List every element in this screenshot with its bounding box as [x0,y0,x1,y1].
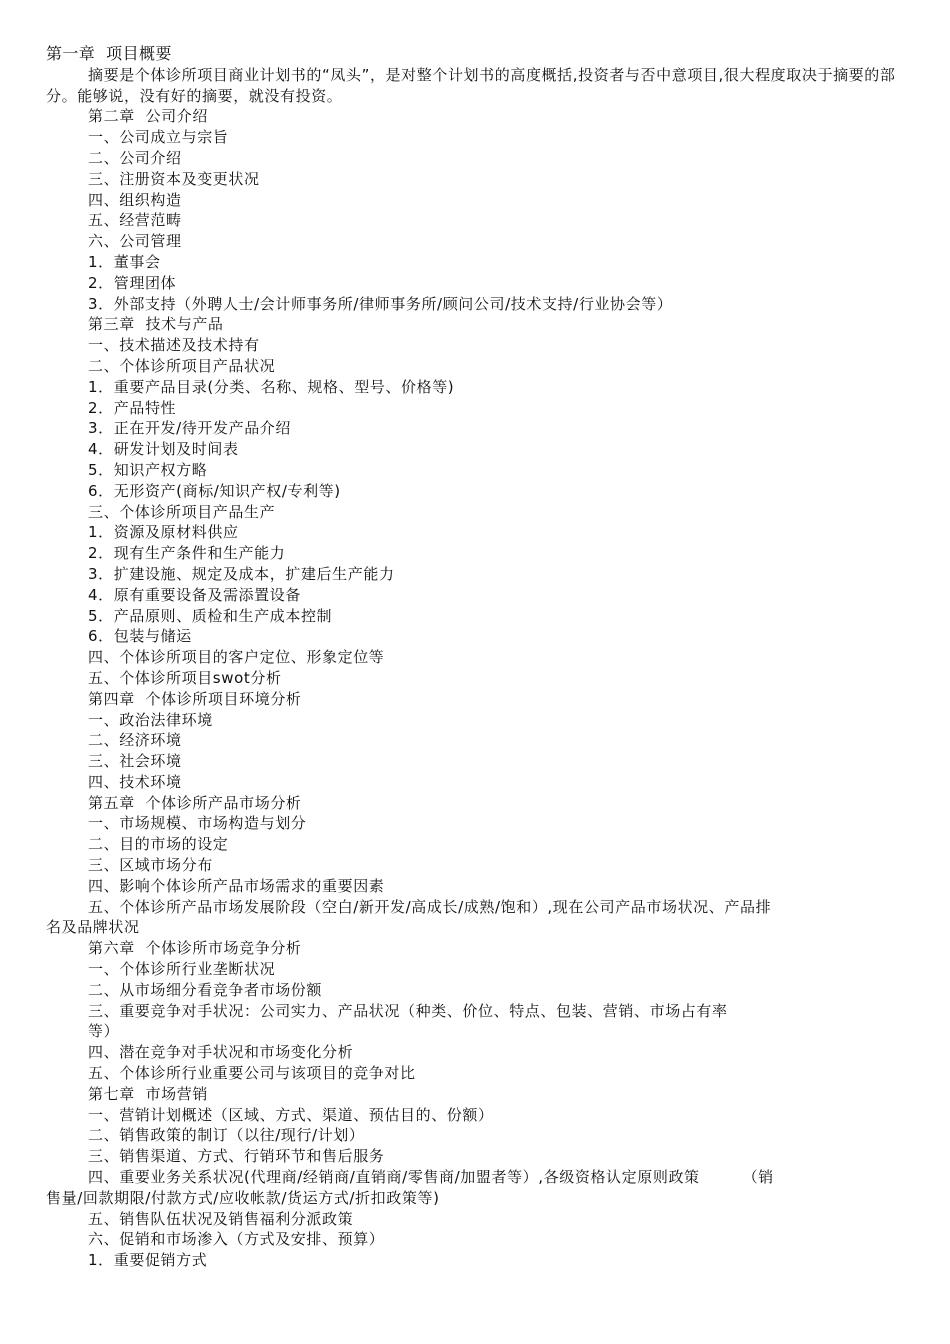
outline-line: 第二章 公司介绍 [88,107,208,126]
outline-line: 一、市场规模、市场构造与划分 [88,814,307,833]
outline-line: 2．产品特性 [88,398,177,417]
outline-line: 三、区域市场分布 [88,856,213,875]
outline-line: 四、潜在竞争对手状况和市场变化分析 [88,1043,354,1062]
competitor-line: 三、重要竞争对手状况：公司实力、产品状况（种类、价位、特点、包装、营销、市场占有率 [88,1001,728,1020]
outline-line: 五、经营范畴 [88,211,182,230]
outline-line: 3．扩建设施、规定及成本，扩建后生产能力 [88,564,395,583]
outline-line: 三、个体诊所项目产品生产 [88,502,276,521]
outline-line: 四、个体诊所项目的客户定位、形象定位等 [88,648,385,667]
outline-list-3 [46,1042,910,1167]
chapter-1-title: 第一章 项目概要 [46,44,172,63]
outline-line: 6．包装与储运 [88,627,192,646]
outline-line: 二、从市场细分看竞争者市场份额 [88,980,323,999]
outline-line: 6．无形资产(商标/知识产权/专利等) [88,481,341,500]
business-relation-line: 四、重要业务关系状况(代理商/经销商/直销商/零售商/加盟者等）,各级资格认定原则政策 （销 [88,1168,774,1187]
outline-list-1 [46,106,910,896]
outline-line: 六、促销和市场渗入（方式及安排、预算） [88,1230,385,1249]
outline-line: 一、营销计划概述（区域、方式、渠道、预估目的、份额） [88,1105,494,1124]
outline-line: 4．研发计划及时间表 [88,440,239,459]
outline-list-4 [46,1209,910,1271]
outline-line: 五、个体诊所行业重要公司与该项目的竞争对比 [88,1064,416,1083]
outline-line: 1．资源及原材料供应 [88,523,239,542]
outline-line: 三、社会环境 [88,752,182,771]
outline-line: 五、销售队伍状况及销售福利分派政策 [88,1209,354,1228]
outline-line: 五、个体诊所项目swot分析 [88,668,282,687]
outline-line: 二、公司介绍 [88,148,182,167]
outline-line: 第四章 个体诊所项目环境分析 [88,689,302,708]
outline-line: 四、影响个体诊所产品市场需求的重要因素 [88,876,385,895]
outline-line: 二、销售政策的制订（以往/现行/计划） [88,1126,365,1145]
outline-line: 三、注册资本及变更状况 [88,169,260,188]
outline-line: 5．产品原则、质检和生产成本控制 [88,606,333,625]
outline-line: 第七章 市场营销 [88,1084,208,1103]
outline-line: 第六章 个体诊所市场竞争分析 [88,939,302,958]
outline-line: 一、政治法律环境 [88,710,213,729]
outline-line: 二、经济环境 [88,731,182,750]
outline-line: 三、销售渠道、方式、行销环节和售后服务 [88,1147,385,1166]
outline-line: 第三章 技术与产品 [88,315,224,334]
outline-line: 四、技术环境 [88,772,182,791]
outline-line: 2．现有生产条件和生产能力 [88,544,286,563]
outline-line: 二、个体诊所项目产品状况 [88,356,276,375]
market-stage-line-continued: 名及品牌状况 [46,918,140,937]
summary-paragraph: 摘要是个体诊所项目商业计划书的“凤头”，是对整个计划书的高度概括,投资者与否中意项目,很大程度取决于摘要的部分。能够说，没有好的摘要，就没有投资。 [46,65,896,105]
outline-line: 第五章 个体诊所产品市场分析 [88,793,302,812]
outline-line: 1．重要促销方式 [88,1251,208,1270]
business-relation-line-continued: 售量/回款期限/付款方式/应收帐款/货运方式/折扣政策等) [46,1188,440,1207]
outline-line: 1．重要产品目录(分类、名称、规格、型号、价格等) [88,377,455,396]
market-stage-line: 五、个体诊所产品市场发展阶段（空白/新开发/高成长/成熟/饱和）,现在公司产品市场状况、产品排 [88,897,772,916]
competitor-line-continued: 等） [88,1022,120,1041]
outline-line: 3．外部支持（外聘人士/会计师事务所/律师事务所/顾问公司/技术支持/行业协会等） [88,294,673,313]
outline-line: 5．知识产权方略 [88,460,208,479]
outline-line: 3．正在开发/待开发产品介绍 [88,419,291,438]
outline-line: 一、公司成立与宗旨 [88,128,229,147]
outline-line: 2．管理团体 [88,273,177,292]
outline-line: 一、技术描述及技术持有 [88,336,260,355]
outline-line: 一、个体诊所行业垄断状况 [88,960,276,979]
outline-list-2 [46,938,910,1000]
outline-line: 二、目的市场的设定 [88,835,229,854]
outline-line: 六、公司管理 [88,232,182,251]
outline-line: 4．原有重要设备及需添置设备 [88,585,301,604]
outline-line: 四、组织构造 [88,190,182,209]
outline-line: 1．董事会 [88,252,161,271]
